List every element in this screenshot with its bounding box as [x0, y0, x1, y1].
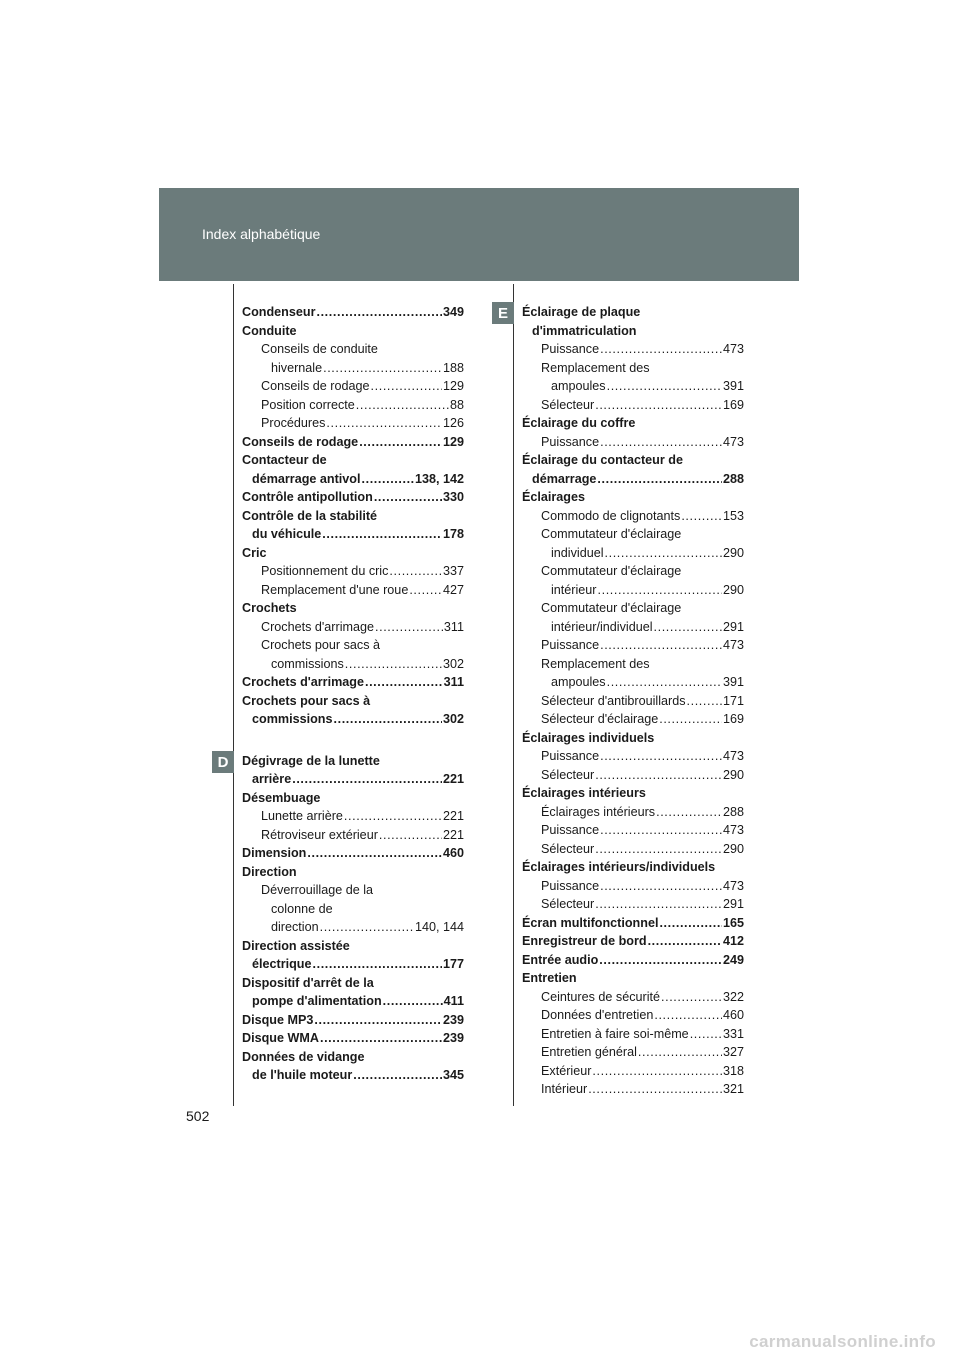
index-entry	[242, 807, 464, 826]
index-entry	[242, 562, 464, 581]
dot-leader	[383, 992, 443, 1011]
index-entry	[522, 877, 744, 896]
dot-leader	[359, 433, 442, 452]
index-entry	[242, 599, 464, 618]
index-page-ref: 140, 144	[414, 920, 464, 934]
index-term: Contrôle antipollution	[242, 490, 373, 504]
index-page-ref: 318	[722, 1063, 744, 1078]
index-term: Sélecteur	[541, 767, 595, 782]
index-page-ref: 171	[722, 693, 744, 708]
dot-leader	[326, 414, 442, 433]
dot-leader	[648, 932, 722, 951]
index-term: Commodo de clignotants	[541, 508, 681, 523]
index-term: Crochets	[242, 601, 297, 615]
dot-leader	[371, 377, 442, 396]
dot-leader	[595, 840, 722, 859]
index-entry	[522, 581, 744, 600]
index-page-ref: 473	[722, 749, 744, 763]
index-term: Déverrouillage de la	[261, 883, 374, 897]
index-entry	[522, 377, 744, 396]
index-term: Entretien	[522, 971, 577, 985]
index-term: Éclairage de plaque	[522, 305, 641, 319]
index-entry	[242, 340, 464, 359]
index-term: démarrage antivol	[252, 471, 361, 486]
index-term: Sélecteur d'éclairage	[541, 712, 659, 726]
index-page-ref: 129	[442, 379, 464, 393]
index-page-ref: 290	[722, 767, 744, 782]
index-entry	[522, 507, 744, 526]
index-term: Position correcte	[261, 397, 355, 412]
index-term: Puissance	[541, 434, 600, 449]
dot-leader	[659, 710, 722, 729]
index-page-ref: 126	[442, 416, 464, 430]
dot-leader	[316, 303, 442, 322]
index-entry	[242, 581, 464, 600]
index-entry	[522, 599, 744, 618]
index-page-ref: 311	[443, 619, 464, 634]
index-page-ref: 188	[442, 360, 464, 375]
index-entry	[242, 710, 464, 729]
index-page-ref: 327	[722, 1045, 744, 1059]
index-page-ref: 178	[442, 527, 464, 541]
index-term: Extérieur	[541, 1063, 592, 1078]
dot-leader	[598, 581, 722, 600]
index-entry	[242, 1011, 464, 1030]
index-entry	[522, 858, 744, 877]
index-term: commissions	[271, 656, 344, 671]
index-page-ref: 302	[442, 712, 464, 726]
dot-leader	[600, 340, 722, 359]
index-page-ref: 330	[442, 490, 464, 504]
index-page-ref: 345	[442, 1068, 464, 1082]
index-entry	[242, 377, 464, 396]
index-term: Puissance	[541, 638, 600, 652]
index-term: Conduite	[242, 323, 297, 338]
index-term: commissions	[252, 712, 333, 726]
index-entry	[242, 451, 464, 470]
index-entry	[242, 826, 464, 845]
index-entry	[522, 470, 744, 489]
index-term: Remplacement d'une roue	[261, 582, 409, 597]
index-page-ref: 177	[442, 957, 464, 971]
index-entry	[242, 636, 464, 655]
index-term: Crochets pour sacs à	[242, 693, 371, 708]
index-page-ref: 473	[722, 878, 744, 893]
index-page-ref: 302	[442, 656, 464, 671]
index-term: Sélecteur d'antibrouillards	[541, 693, 686, 708]
dot-leader	[389, 562, 442, 581]
index-term: colonne de	[271, 901, 333, 916]
index-entry	[522, 988, 744, 1007]
dot-leader	[314, 1011, 442, 1030]
index-term: hivernale	[271, 360, 323, 375]
index-page-ref: 427	[442, 582, 464, 597]
dot-leader	[600, 433, 722, 452]
index-term: Conseils de conduite	[261, 342, 378, 356]
index-term: pompe d'alimentation	[252, 994, 382, 1008]
index-term: Puissance	[541, 823, 600, 837]
index-page-ref: 460	[442, 846, 464, 860]
index-page-ref: 153	[722, 508, 744, 523]
index-term: Remplacement des	[541, 656, 650, 671]
index-page-ref: 349	[442, 305, 464, 319]
index-entry	[522, 488, 744, 507]
index-term: Contacteur de	[242, 453, 327, 467]
index-term: Crochets pour sacs à	[261, 638, 380, 652]
index-page-ref: 290	[722, 545, 744, 560]
dot-leader	[599, 951, 722, 970]
index-page-ref: 321	[722, 1082, 744, 1096]
index-entry	[242, 1048, 464, 1067]
index-page-ref: 311	[443, 675, 464, 689]
index-term: électrique	[252, 957, 312, 971]
index-page-ref: 411	[443, 994, 464, 1008]
index-entry	[242, 525, 464, 544]
index-entry	[522, 433, 744, 452]
index-term: Ceintures de sécurité	[541, 989, 661, 1004]
dot-leader	[365, 673, 443, 692]
index-page-ref: 291	[722, 897, 744, 911]
dot-leader	[588, 1080, 722, 1099]
letter-badge-e: E	[492, 302, 514, 324]
index-term: Procédures	[261, 416, 326, 430]
dot-leader	[595, 895, 722, 914]
index-entry	[242, 881, 464, 900]
index-entry	[242, 414, 464, 433]
index-entry	[522, 840, 744, 859]
index-term: ampoules	[551, 379, 606, 393]
dot-leader	[607, 673, 722, 692]
dot-leader	[409, 581, 442, 600]
index-page-ref: 391	[722, 379, 744, 393]
index-page-ref: 473	[722, 434, 744, 449]
index-entry	[522, 784, 744, 803]
index-entry	[242, 770, 464, 789]
index-term: arrière	[252, 772, 292, 786]
index-entry	[242, 692, 464, 711]
index-page-ref: 291	[722, 619, 744, 634]
index-entry	[522, 525, 744, 544]
index-entry	[242, 1066, 464, 1085]
dot-leader	[345, 655, 442, 674]
index-term: Rétroviseur extérieur	[261, 827, 378, 842]
index-entry	[522, 895, 744, 914]
index-entry	[522, 1006, 744, 1025]
dot-leader	[595, 396, 722, 415]
index-page-ref: 169	[722, 397, 744, 412]
index-term: Éclairages intérieurs	[522, 786, 646, 800]
dot-leader	[600, 821, 722, 840]
index-term: Données de vidange	[242, 1049, 365, 1064]
index-entry	[522, 618, 744, 637]
index-term: Direction assistée	[242, 938, 350, 953]
index-term: Remplacement des	[541, 360, 650, 375]
dot-leader	[600, 877, 722, 896]
index-entry	[242, 303, 464, 322]
page-number: 502	[186, 1108, 210, 1124]
index-column-right	[522, 303, 744, 1099]
index-page-ref: 391	[722, 675, 744, 689]
index-term: ampoules	[551, 675, 606, 689]
index-page-ref: 239	[442, 1031, 464, 1045]
index-entry	[242, 470, 464, 489]
index-entry	[242, 544, 464, 563]
index-entry	[242, 618, 464, 637]
index-page-ref: 412	[722, 934, 744, 948]
dot-leader	[607, 377, 722, 396]
dot-leader	[605, 544, 722, 563]
index-term: intérieur	[551, 582, 597, 597]
index-term: Enregistreur de bord	[522, 934, 647, 948]
index-term: Éclairages individuels	[522, 730, 655, 745]
index-term: Éclairages	[522, 490, 586, 504]
dot-leader	[690, 1025, 722, 1044]
index-term: direction	[271, 920, 319, 934]
index-entry	[522, 1080, 744, 1099]
index-term: Conseils de rodage	[261, 379, 370, 393]
section-gap	[242, 729, 464, 752]
index-entry	[242, 863, 464, 882]
index-term: Commutateur d'éclairage	[541, 601, 682, 615]
index-page-ref: 88	[449, 397, 464, 412]
index-term: Commutateur d'éclairage	[541, 527, 682, 541]
index-column-left	[242, 303, 464, 1085]
index-entry	[242, 507, 464, 526]
index-entry	[242, 752, 464, 771]
index-entry	[242, 974, 464, 993]
index-entry	[522, 303, 744, 322]
index-term: Dimension	[242, 846, 307, 860]
index-entry	[242, 488, 464, 507]
index-entry	[522, 1025, 744, 1044]
index-page-ref: 337	[442, 564, 464, 578]
dot-leader	[322, 525, 442, 544]
index-entry	[242, 844, 464, 863]
index-term: Disque WMA	[242, 1031, 319, 1045]
index-entry	[522, 803, 744, 822]
index-entry	[522, 692, 744, 711]
dot-leader	[638, 1043, 722, 1062]
index-entry	[242, 359, 464, 378]
column-rule-right	[513, 284, 514, 1106]
index-entry	[522, 729, 744, 748]
index-term: Disque MP3	[242, 1012, 314, 1027]
index-entry	[522, 710, 744, 729]
dot-leader	[654, 618, 722, 637]
index-entry	[522, 969, 744, 988]
index-entry	[522, 322, 744, 341]
index-page-ref: 221	[442, 827, 464, 842]
index-term: Entretien général	[541, 1045, 637, 1059]
dot-leader	[320, 918, 414, 937]
index-page-ref: 473	[722, 638, 744, 652]
index-term: Éclairages intérieurs/individuels	[522, 860, 716, 874]
index-entry	[242, 433, 464, 452]
dot-leader	[681, 507, 722, 526]
index-term: Puissance	[541, 342, 600, 356]
index-term: de l'huile moteur	[252, 1068, 353, 1082]
index-term: Dégivrage de la lunette	[242, 753, 380, 768]
index-term: Dispositif d'arrêt de la	[242, 975, 374, 990]
index-term: Données d'entretien	[541, 1008, 654, 1022]
index-page-ref: 460	[722, 1008, 744, 1022]
index-term: Éclairage du coffre	[522, 416, 636, 430]
index-term: d'immatriculation	[532, 323, 637, 338]
index-term: démarrage	[532, 471, 597, 486]
index-term: Direction	[242, 864, 297, 879]
index-term: Crochets d'arrimage	[261, 619, 374, 634]
index-term: Entrée audio	[522, 952, 599, 967]
index-term: Éclairage du contacteur de	[522, 453, 683, 467]
index-term: Condenseur	[242, 305, 316, 319]
dot-leader	[356, 396, 449, 415]
index-entry	[522, 1062, 744, 1081]
dot-leader	[375, 618, 443, 637]
index-term: individuel	[551, 545, 604, 560]
dot-leader	[334, 710, 442, 729]
index-entry	[522, 951, 744, 970]
index-term: Positionnement du cric	[261, 564, 389, 578]
dot-leader	[687, 692, 722, 711]
dot-leader	[659, 914, 722, 933]
dot-leader	[597, 470, 722, 489]
index-page-ref: 331	[722, 1026, 744, 1041]
index-page-ref: 290	[722, 841, 744, 856]
index-entry	[522, 340, 744, 359]
dot-leader	[313, 955, 442, 974]
index-page-ref: 288	[722, 804, 744, 819]
index-term: Intérieur	[541, 1082, 588, 1096]
index-term: Désembuage	[242, 790, 321, 805]
index-entry	[522, 359, 744, 378]
index-entry	[522, 1043, 744, 1062]
watermark: carmanualsonline.info	[749, 1332, 936, 1351]
index-entry	[522, 747, 744, 766]
index-page-ref: 288	[722, 471, 744, 486]
index-term: Contrôle de la stabilité	[242, 508, 378, 523]
column-rule-left	[233, 284, 234, 1106]
index-page-ref: 169	[722, 712, 744, 726]
index-page-ref: 129	[442, 434, 464, 449]
index-entry	[242, 396, 464, 415]
index-entry	[242, 937, 464, 956]
index-entry	[242, 955, 464, 974]
index-entry	[522, 914, 744, 933]
index-entry	[522, 636, 744, 655]
dot-leader	[600, 747, 722, 766]
index-term: Conseils de rodage	[242, 434, 359, 449]
index-term: Cric	[242, 545, 267, 560]
index-entry	[522, 414, 744, 433]
dot-leader	[379, 826, 442, 845]
index-page-ref: 165	[722, 915, 744, 930]
dot-leader	[656, 803, 722, 822]
index-term: intérieur/individuel	[551, 619, 653, 634]
index-page-ref: 322	[722, 989, 744, 1004]
index-entry	[242, 1029, 464, 1048]
index-term: Puissance	[541, 878, 600, 893]
index-entry	[522, 396, 744, 415]
dot-leader	[654, 1006, 722, 1025]
index-term: Sélecteur	[541, 397, 595, 412]
dot-leader	[323, 359, 442, 378]
index-page-ref: 290	[722, 582, 744, 597]
index-page-ref: 473	[722, 823, 744, 837]
index-term: Puissance	[541, 749, 600, 763]
index-term: Lunette arrière	[261, 809, 343, 823]
index-page-ref: 221	[442, 809, 464, 823]
index-term: Éclairages intérieurs	[541, 804, 656, 819]
index-page-ref: 473	[722, 342, 744, 356]
index-page-ref: 221	[442, 772, 464, 786]
dot-leader	[592, 1062, 722, 1081]
index-entry	[242, 900, 464, 919]
index-entry	[522, 766, 744, 785]
index-term: Commutateur d'éclairage	[541, 564, 682, 578]
index-entry	[242, 322, 464, 341]
header-band	[159, 188, 799, 281]
index-entry	[242, 992, 464, 1011]
letter-badge-d: D	[212, 751, 234, 773]
index-term: Sélecteur	[541, 897, 595, 911]
index-entry	[242, 918, 464, 937]
dot-leader	[595, 766, 722, 785]
index-entry	[522, 451, 744, 470]
index-entry	[522, 544, 744, 563]
index-entry	[242, 655, 464, 674]
index-term: Crochets d'arrimage	[242, 675, 364, 689]
index-term: Sélecteur	[541, 841, 595, 856]
dot-leader	[362, 470, 414, 489]
index-page-ref: 138, 142	[414, 471, 464, 486]
index-entry	[522, 821, 744, 840]
dot-leader	[292, 770, 442, 789]
index-entry	[242, 789, 464, 808]
dot-leader	[344, 807, 442, 826]
index-entry	[522, 673, 744, 692]
index-entry	[242, 673, 464, 692]
dot-leader	[600, 636, 722, 655]
index-page-ref: 249	[722, 952, 744, 967]
section-title: Index alphabétique	[202, 226, 321, 242]
dot-leader	[307, 844, 442, 863]
index-term: Entretien à faire soi-même	[541, 1026, 689, 1041]
index-page-ref: 239	[442, 1012, 464, 1027]
index-entry	[522, 562, 744, 581]
index-term: du véhicule	[252, 527, 322, 541]
dot-leader	[353, 1066, 442, 1085]
dot-leader	[320, 1029, 442, 1048]
dot-leader	[661, 988, 722, 1007]
index-entry	[522, 932, 744, 951]
index-entry	[522, 655, 744, 674]
index-term: Écran multifonctionnel	[522, 915, 659, 930]
dot-leader	[374, 488, 442, 507]
